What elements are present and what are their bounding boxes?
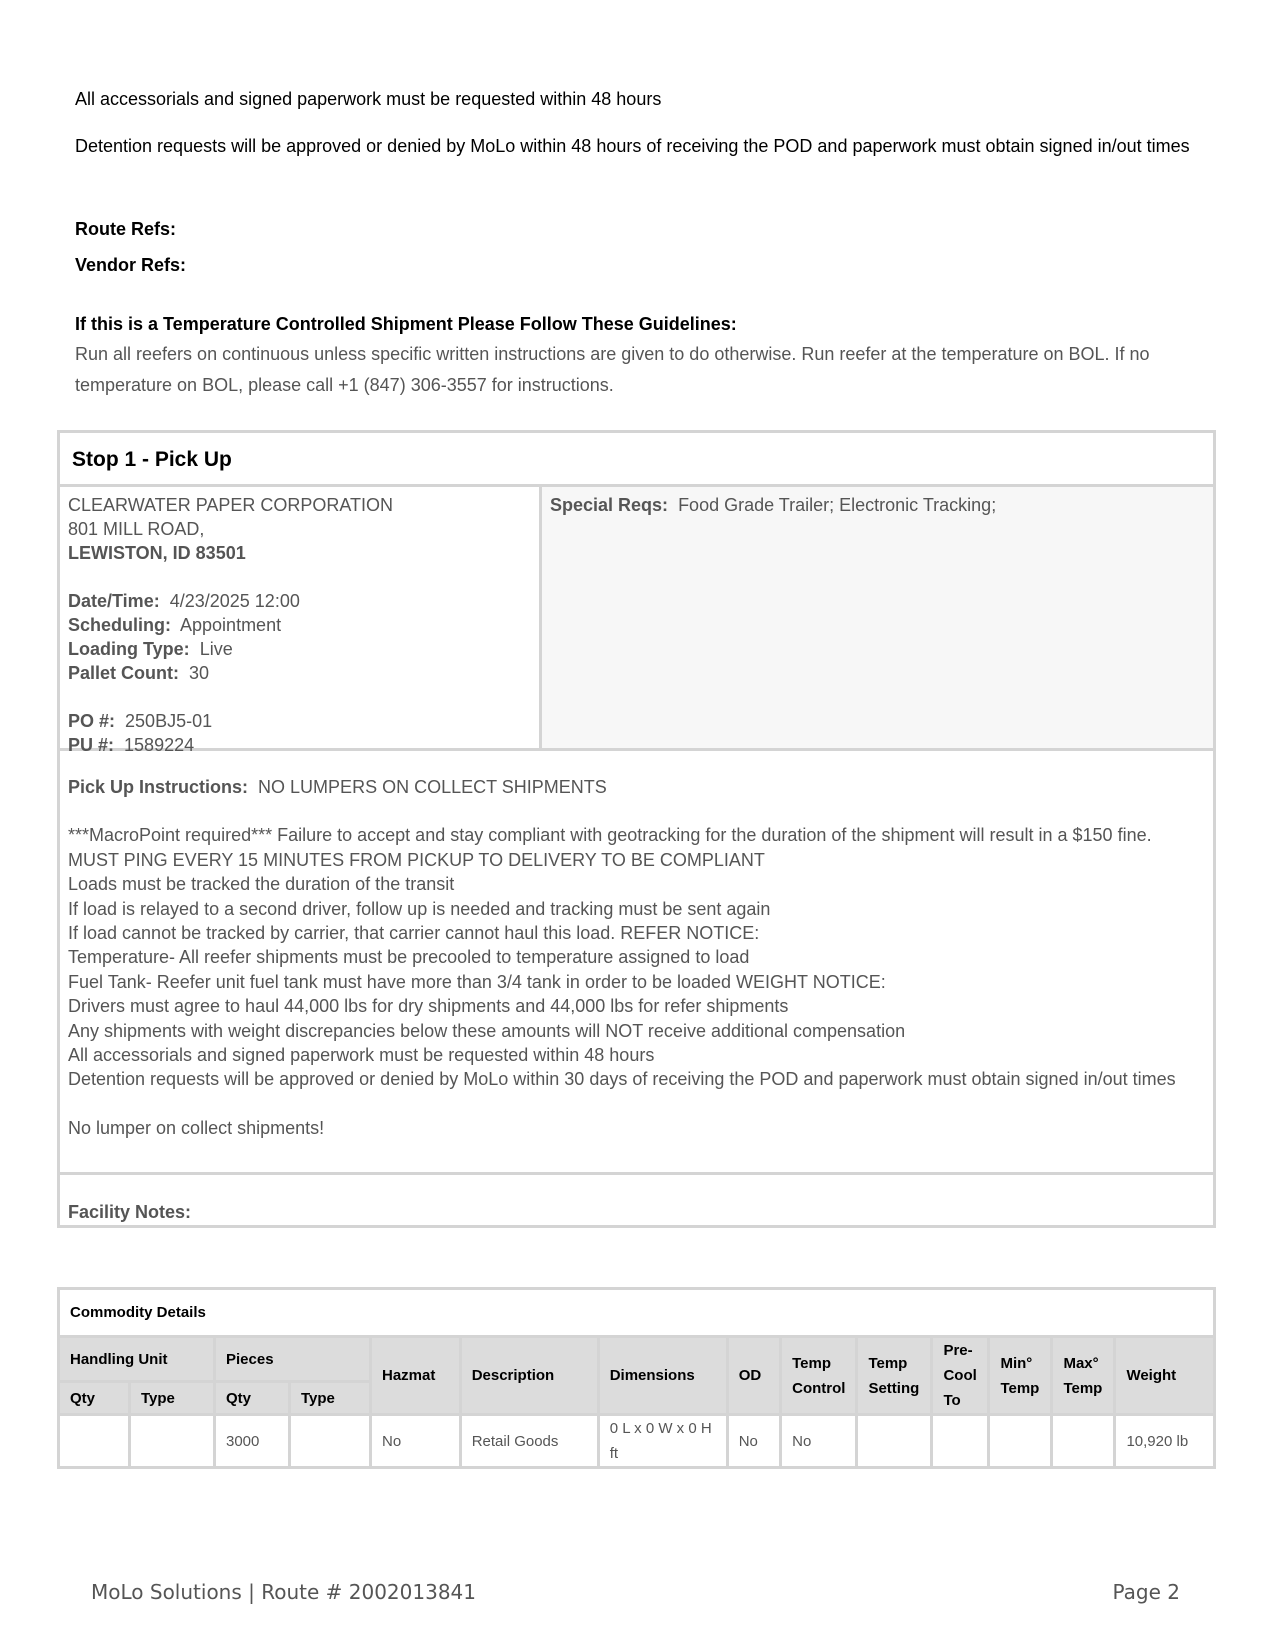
cell-hu-qty [59,1415,130,1468]
datetime-row [68,589,531,613]
instruction-line: All accessorials and signed paperwork must be requested within 48 hours [68,1045,655,1066]
cell-temp-setting [857,1415,932,1468]
loading-value: Live [199,639,233,659]
vendor-refs-label: Vendor Refs: [75,255,187,275]
pickup-instructions-block [60,751,1213,1175]
instruction-line: Loads must be tracked the duration of the transit [68,874,455,895]
scheduling-row [68,613,531,637]
cell-hazmat: No [371,1415,461,1468]
company-name: CLEARWATER PAPER CORPORATION [68,495,394,515]
intro-accessorials-note: All accessorials and signed paperwork must be requested within 48 hours [75,89,662,109]
street-address: 801 MILL ROAD, [68,519,205,539]
header-handling-unit: Handling Unit [59,1337,215,1382]
stop-title: Stop 1 - Pick Up [72,448,232,471]
instructions-tail: No lumper on collect shipments! [68,1117,325,1138]
instruction-line: Fuel Tank- Reefer unit fuel tank must have more than 3/4 tank in order to be loaded WEIGHT NOTICE: [68,971,886,992]
cell-hu-type [130,1415,215,1468]
temperature-guidelines-body: Run all reefers on continuous unless specific written instructions are given to do otherwise. Run reefer at the temperature on BOL. If no temperature on BOL, please call +1 (847) 306-3557 for instructions. [75,344,1150,395]
cell-temp-control: No [781,1415,857,1468]
instructions-heading-row [68,775,1205,799]
instruction-line: If load is relayed to a second driver, follow up is needed and tracking must be sent again [68,898,771,919]
facility-notes-block [60,1175,1213,1225]
stop-panel [57,430,1216,1228]
route-refs-label: Route Refs: [75,219,177,239]
footer-page-number: Page 2 [1112,1580,1180,1604]
header-dimensions: Dimensions [598,1337,727,1415]
instruction-line: Drivers must agree to haul 44,000 lbs for dry shipments and 44,000 lbs for refer shipments [68,996,789,1017]
header-hazmat: Hazmat [371,1337,461,1415]
header-pc-type: Type [290,1382,371,1415]
loading-label: Loading Type: [68,639,190,659]
cell-description: Retail Goods [460,1415,598,1468]
pu-value: 1589224 [124,735,195,755]
header-temp-setting: Temp Setting [857,1337,932,1415]
special-requirements-block [542,487,1213,751]
instruction-line: MUST PING EVERY 15 MINUTES FROM PICKUP TO DELIVERY TO BE COMPLIANT [68,849,765,870]
instructions-label: Pick Up Instructions: [68,777,249,797]
pallet-label: Pallet Count: [68,663,179,683]
scheduling-label: Scheduling: [68,615,171,635]
header-weight: Weight [1115,1337,1215,1415]
po-value: 250BJ5-01 [125,711,213,731]
header-pieces: Pieces [215,1337,371,1382]
table-row [59,1415,1215,1468]
instruction-line: If load cannot be tracked by carrier, that carrier cannot haul this load. REFER NOTICE: [68,923,760,944]
intro-detention-note: Detention requests will be approved or denied by MoLo within 48 hours of receiving the POD and paperwork must obtain signed in/out times [75,136,1190,156]
header-hu-qty: Qty [59,1382,130,1415]
loading-row [68,637,531,661]
commodity-table [57,1287,1216,1469]
instruction-line: Any shipments with weight discrepancies below these amounts will NOT receive additional compensation [68,1020,906,1041]
stop-address-block [60,487,542,755]
instruction-line: Detention requests will be approved or denied by MoLo within 30 days of receiving the POD and paperwork must obtain signed in/out times [68,1069,1176,1090]
po-row [68,709,531,733]
instruction-line: ***MacroPoint required*** Failure to accept and stay compliant with geotracking for the duration of the shipment will result in a $150 fine. [68,825,1152,846]
instructions-head: NO LUMPERS ON COLLECT SHIPMENTS [258,777,607,797]
cell-pc-qty: 3000 [215,1415,290,1468]
datetime-value: 4/23/2025 12:00 [169,591,300,611]
footer-route: MoLo Solutions | Route # 2002013841 [91,1580,476,1604]
cell-od: No [727,1415,780,1468]
facility-notes-label: Facility Notes: [68,1202,192,1222]
special-reqs-value: Food Grade Trailer; Electronic Tracking; [678,495,997,515]
scheduling-value: Appointment [180,615,282,635]
cell-weight: 10,920 lb [1115,1415,1215,1468]
instruction-line: Temperature- All reefer shipments must be precooled to temperature assigned to load [68,947,750,968]
city-state-zip: LEWISTON, ID 83501 [68,543,246,563]
datetime-label: Date/Time: [68,591,160,611]
header-od: OD [727,1337,780,1415]
cell-pc-type [290,1415,371,1468]
pu-label: PU #: [68,735,115,755]
header-temp-control: Temp Control [781,1337,857,1415]
cell-min-temp [989,1415,1052,1468]
cell-precool [932,1415,989,1468]
temperature-guidelines-title: If this is a Temperature Controlled Shipment Please Follow These Guidelines: [75,314,737,334]
cell-max-temp [1052,1415,1115,1468]
pallet-value: 30 [189,663,210,683]
commodity-title: Commodity Details [59,1289,1215,1337]
po-label: PO #: [68,711,116,731]
stop-header [60,433,1213,487]
header-pc-qty: Qty [215,1382,290,1415]
header-precool: Pre-Cool To [932,1337,989,1415]
header-max-temp: Max° Temp [1052,1337,1115,1415]
special-reqs-label: Special Reqs: [550,495,669,515]
header-hu-type: Type [130,1382,215,1415]
cell-dimensions: 0 L x 0 W x 0 H ft [598,1415,727,1468]
header-min-temp: Min° Temp [989,1337,1052,1415]
header-description: Description [460,1337,598,1415]
pallet-row [68,661,531,685]
